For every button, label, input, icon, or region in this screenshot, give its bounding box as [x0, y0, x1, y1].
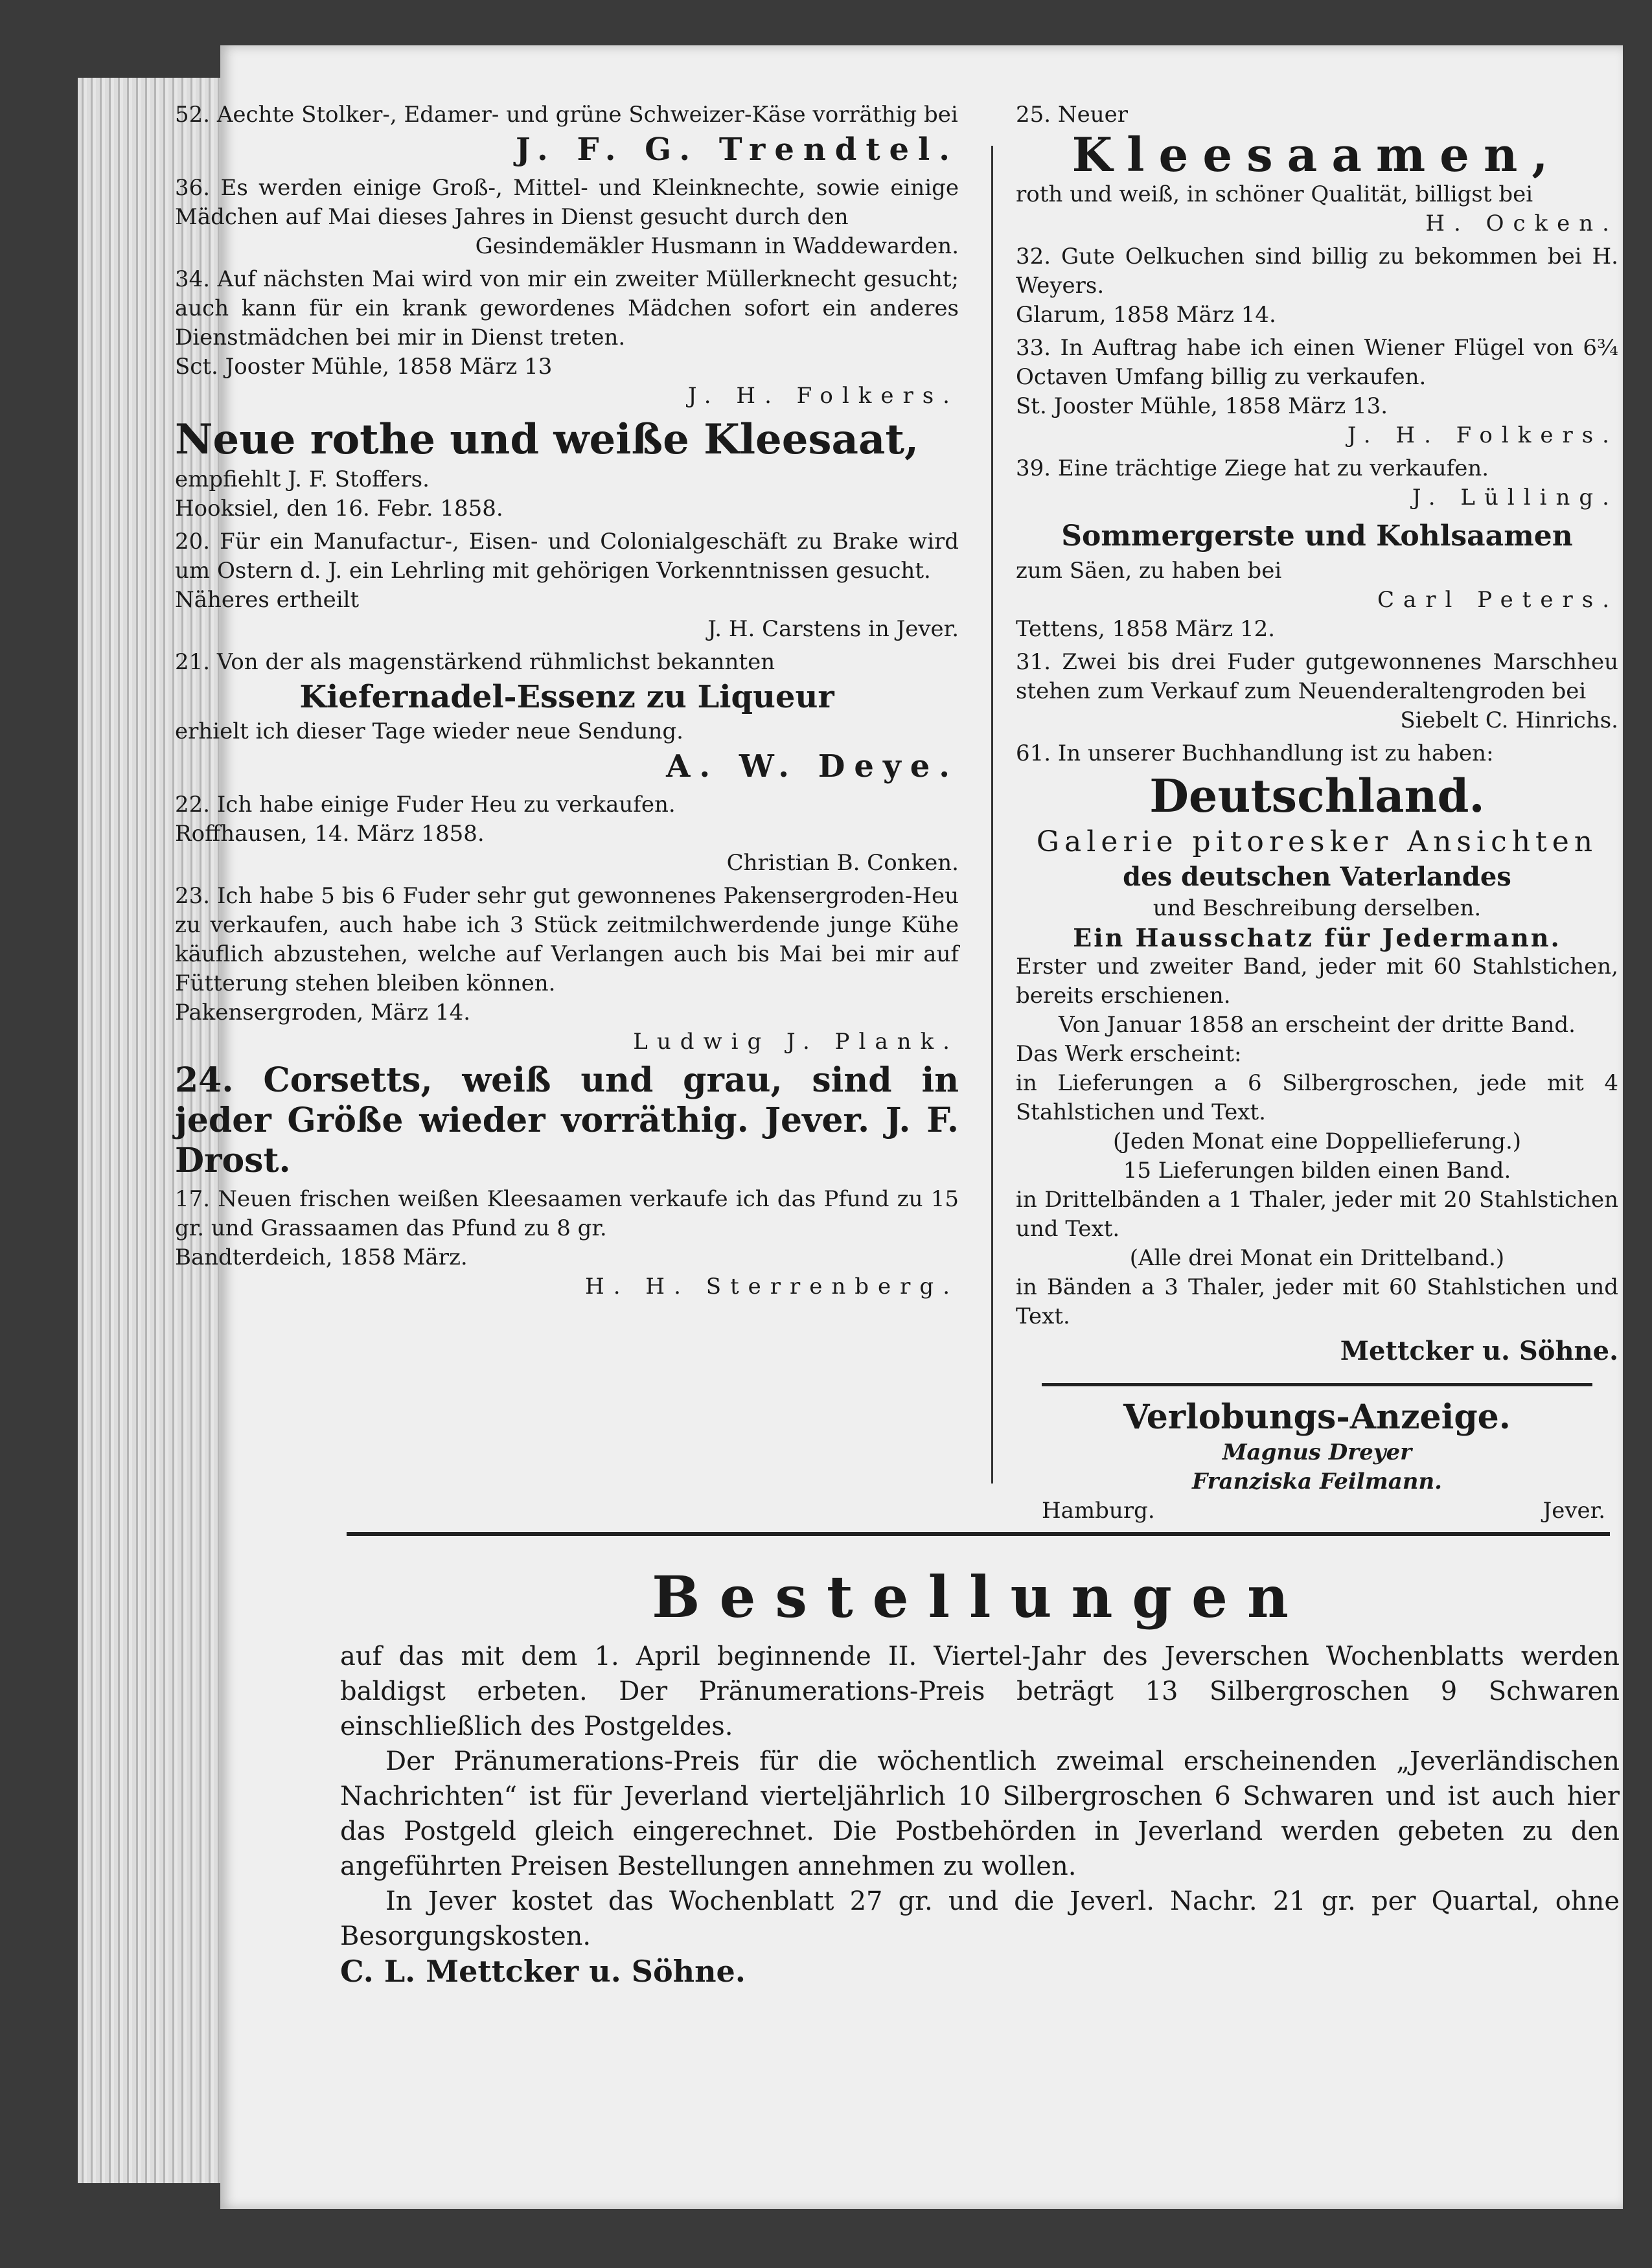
ad-61 [1016, 739, 1618, 1371]
ad-text: empfiehlt J. F. Stoffers. [175, 466, 430, 492]
ad-39 [1016, 454, 1618, 512]
book-body-line: in Lieferungen a 6 Silbergroschen, jede mit 4 Stahlstichen und Text. [1016, 1070, 1618, 1125]
ad-text: 21. Von der als magenstärkend rühmlichst bekannten [175, 649, 775, 675]
ad-32 [1016, 242, 1618, 330]
engagement-title: Verlobungs-Anzeige. [1123, 1397, 1511, 1437]
book-body-line: in Bänden a 3 Thaler, jeder mit 60 Stahlstichen und Text. [1016, 1274, 1618, 1329]
ad-headline: Neue rothe und weiße Kleesaat, [175, 415, 919, 464]
ad-text: 32. Gute Oelkuchen sind billig zu bekommen bei H. Weyers. [1016, 244, 1618, 299]
bestellungen-signature: C. L. Mettcker u. Söhne. [340, 1954, 746, 1989]
ad-text: 36. Es werden einige Groß-, Mittel- und Kleinknechte, sowie einige Mädchen auf Mai dieses Jahres in Dienst gesucht durch den [175, 175, 959, 230]
book-body-line: 15 Lieferungen bilden einen Band. [1123, 1158, 1511, 1184]
ad-text: 25. Neuer [1016, 102, 1129, 128]
ad-33 [1016, 334, 1618, 450]
ad-headline: Sommergerste und Kohlsaamen [1061, 520, 1573, 553]
book-body-line: (Alle drei Monat ein Drittelband.) [1129, 1245, 1505, 1271]
ad-signature: J. F. G. Trendtel. [516, 132, 959, 168]
ad-34 [175, 265, 959, 411]
ad-dateline: Pakensergroden, März 14. [175, 1000, 471, 1025]
ad-dateline: Hooksiel, den 16. Febr. 1858. [175, 496, 503, 521]
ad-signature: Christian B. Conken. [726, 850, 959, 876]
book-subtitle-4: Ein Hausschatz für Jedermann. [1073, 923, 1561, 952]
bestellungen-title: Bestellungen [652, 1563, 1308, 1631]
ad-signature: Gesindemäkler Husmann in Waddewarden. [475, 233, 959, 259]
ad-17 [175, 1185, 959, 1301]
engagement-places [1016, 1496, 1618, 1526]
book-body-line: in Drittelbänden a 1 Thaler, jeder mit 20 Stahlstichen und Text. [1016, 1187, 1618, 1242]
ad-signature: Carl Peters. [1377, 587, 1618, 613]
ad-25 [1016, 100, 1618, 238]
book-title: Deutschland. [1149, 769, 1485, 823]
ad-headline: Kiefernadel-Essenz zu Liqueur [299, 679, 834, 715]
right-column [1016, 100, 1618, 1529]
ad-signature: H. H. Sterrenberg. [585, 1274, 959, 1300]
ad-text: 39. Eine trächtige Ziege hat zu verkaufen. [1016, 455, 1489, 481]
ad-24 [175, 1060, 959, 1181]
ad-text: roth und weiß, in schöner Qualität, billigst bei [1016, 181, 1533, 207]
ad-signature: J. Lülling. [1412, 485, 1618, 510]
book-body-line: Von Januar 1858 an erscheint der dritte Band. [1059, 1012, 1576, 1038]
ad-text: 20. Für ein Manufactur-, Eisen- und Colonialgeschäft zu Brake wird um Ostern d. J. ein Lehrling mit gehörigen Vorkenntnissen gesucht. [175, 529, 959, 584]
ad-21 [175, 648, 959, 786]
bestellungen-paragraph-2: Der Pränumerations-Preis für die wöchentlich zweimal erscheinenden „Jeverländischen Nachrichten“ ist für Jeverland vierteljährlich 10 Silbergroschen 6 Schwaren und ist auch hier das Postgeld gleich eingerechnet. Die Postbehörden in Jeverland werden gebeten zu den angeführten Preisen Bestellungen annehmen zu wollen. [340, 1747, 1620, 1881]
ad-dateline: Tettens, 1858 März 12. [1016, 616, 1276, 642]
ad-text: 17. Neuen frischen weißen Kleesaamen verkaufe ich das Pfund zu 15 gr. und Grassaamen das Pfund zu 8 gr. [175, 1186, 959, 1241]
ad-text: 34. Auf nächsten Mai wird von mir ein zweiter Müllerknecht gesucht; auch kann für ein krank gewordenes Mädchen sofort ein anderes Dienstmädchen bei mir in Dienst treten. [175, 266, 959, 350]
book-subtitle-3: und Beschreibung derselben. [1153, 895, 1482, 921]
bestellungen-section [340, 1555, 1620, 1989]
book-subtitle: Galerie pitoresker Ansichten [1036, 825, 1598, 858]
ad-dateline: St. Jooster Mühle, 1858 März 13. [1016, 393, 1388, 419]
book-body-line: Erster und zweiter Band, jeder mit 60 Stahlstichen, bereits erschienen. [1016, 954, 1618, 1009]
engagement-place-right: Jever. [1543, 1498, 1605, 1524]
section-rule [1042, 1383, 1592, 1386]
column-divider [991, 146, 993, 1483]
ad-text: 33. In Auftrag habe ich einen Wiener Flügel von 6¾ Octaven Umfang billig zu verkaufen. [1016, 335, 1618, 390]
ad-headline: Kleesaamen, [1072, 127, 1563, 182]
ad-kleesaat [175, 415, 959, 523]
ad-22 [175, 790, 959, 878]
engagement-place-left: Hamburg. [1042, 1498, 1155, 1524]
ad-signature: A. W. Deye. [666, 748, 959, 785]
engagement-name-2: Franziska Feilmann. [1191, 1469, 1443, 1495]
book-subtitle-2: des deutschen Vaterlandes [1123, 862, 1511, 892]
book-signature: Mettcker u. Söhne. [1340, 1336, 1618, 1366]
ad-52 [175, 100, 959, 170]
ad-signature: J. H. Carstens in Jever. [707, 616, 959, 642]
ad-signature: J. H. Folkers. [687, 383, 959, 409]
ad-dateline: Glarum, 1858 März 14. [1016, 302, 1276, 328]
ad-text: zum Säen, zu haben bei [1016, 558, 1282, 584]
bestellungen-paragraph-3: In Jever kostet das Wochenblatt 27 gr. und die Jeverl. Nachr. 21 gr. per Quartal, ohne Besorgungskosten. [340, 1886, 1620, 1951]
ad-sommergerste [1016, 516, 1618, 644]
ad-signature: J. H. Folkers. [1347, 422, 1618, 448]
ad-text: 52. Aechte Stolker-, Edamer- und grüne Schweizer-Käse vorräthig bei [175, 102, 958, 128]
ad-dateline: Sct. Jooster Mühle, 1858 März 13 [175, 354, 553, 380]
horizontal-rule [347, 1532, 1610, 1536]
ad-20 [175, 527, 959, 644]
engagement-notice [1016, 1397, 1618, 1526]
ad-headline: 24. Corsetts, weiß und grau, sind in jeder Größe wieder vorräthig. Jever. J. F. Drost. [175, 1060, 959, 1180]
ad-text: 61. In unserer Buchhandlung ist zu haben: [1016, 740, 1494, 766]
ad-dateline: Roffhausen, 14. März 1858. [175, 821, 485, 847]
ad-36 [175, 174, 959, 261]
ad-text: erhielt ich dieser Tage wieder neue Sendung. [175, 718, 683, 744]
ad-23 [175, 882, 959, 1057]
bestellungen-paragraph-1: auf das mit dem 1. April beginnende II. Viertel-Jahr des Jeverschen Wochenblatts werden baldigst erbeten. Der Pränumerations-Preis beträgt 13 Silbergroschen 9 Schwaren einschließlich des Postgeldes. [340, 1642, 1620, 1741]
ad-signature: Siebelt C. Hinrichs. [1400, 707, 1618, 733]
engagement-name-1: Magnus Dreyer [1222, 1439, 1412, 1465]
ad-signature: Ludwig J. Plank. [633, 1029, 959, 1055]
ad-text: 31. Zwei bis drei Fuder gutgewonnenes Marschheu stehen zum Verkauf zum Neuenderaltengroden bei [1016, 649, 1618, 704]
ad-text: 23. Ich habe 5 bis 6 Fuder sehr gut gewonnenes Pakensergroden-Heu zu verkaufen, auch habe ich 3 Stück zeitmilchwerdende junge Kühe käuflich abzustehen, welche auf Verlangen auch bis Mai bei mir auf Fütterung stehen bleiben können. [175, 883, 959, 996]
ad-text: Näheres ertheilt [175, 587, 360, 613]
book-body-line: Das Werk erscheint: [1016, 1041, 1242, 1067]
ad-text: 22. Ich habe einige Fuder Heu zu verkaufen. [175, 792, 676, 818]
left-column [175, 100, 959, 1305]
ad-signature: H. Ocken. [1425, 211, 1618, 236]
ad-31 [1016, 648, 1618, 735]
ad-dateline: Bandterdeich, 1858 März. [175, 1244, 468, 1270]
book-body-line: (Jeden Monat eine Doppellieferung.) [1112, 1128, 1522, 1154]
